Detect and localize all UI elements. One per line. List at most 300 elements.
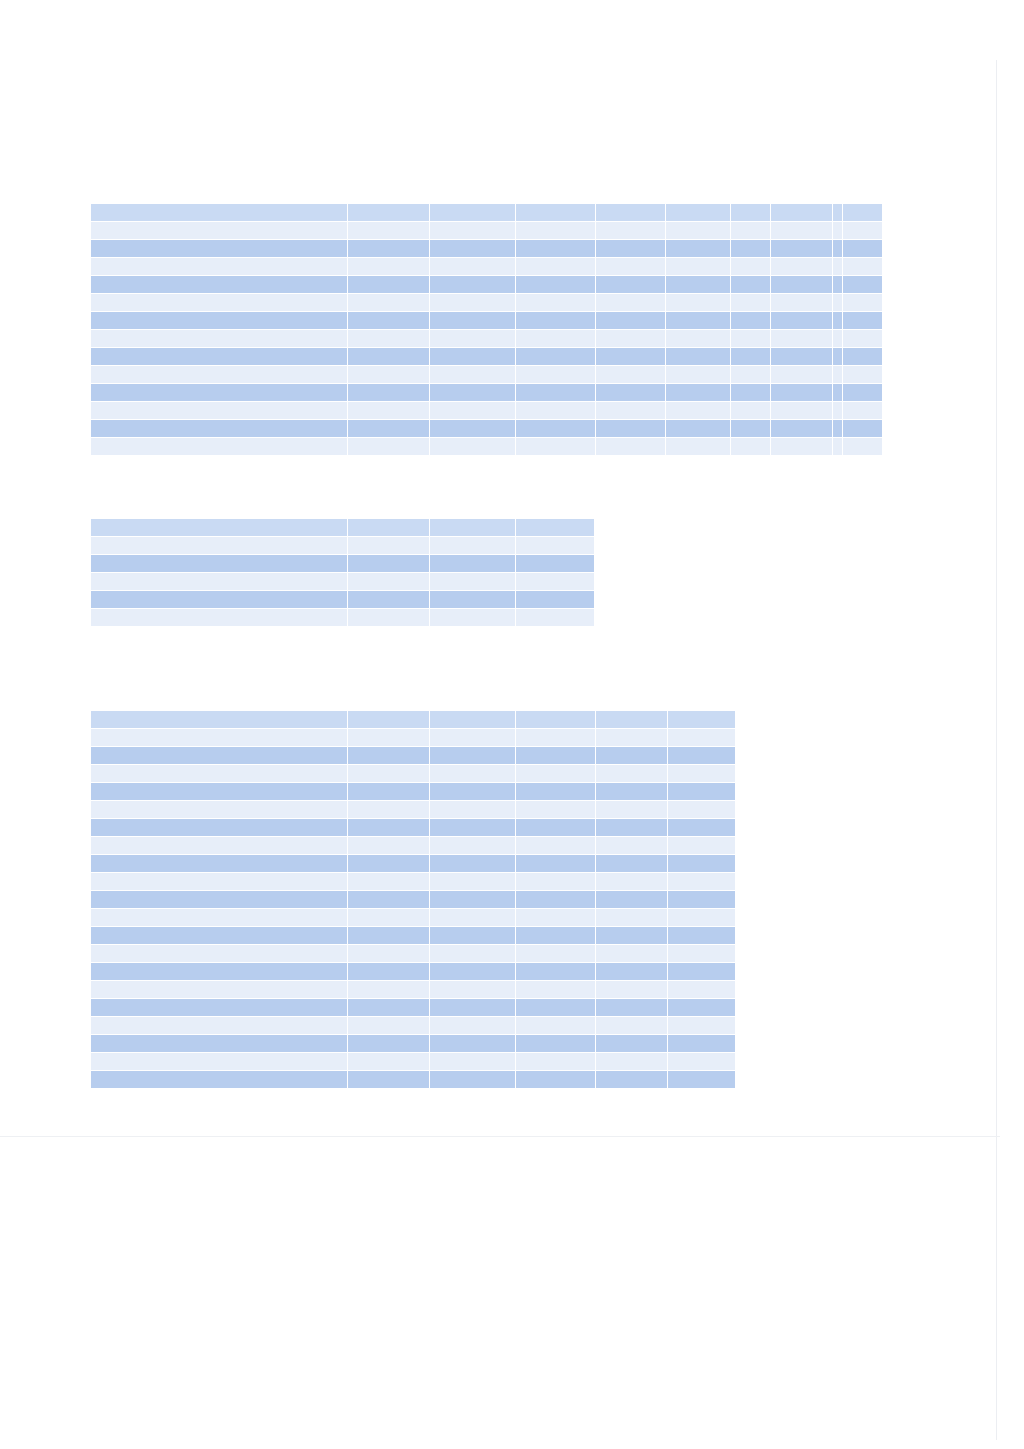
value-cell — [348, 981, 430, 999]
row-label-cell — [91, 837, 348, 855]
header-cell — [596, 711, 668, 729]
value-cell — [843, 438, 883, 456]
value-cell — [430, 981, 516, 999]
value-cell — [731, 384, 771, 402]
value-cell — [771, 276, 833, 294]
value-cell — [666, 402, 731, 420]
financial-table-3 — [90, 710, 736, 1089]
row-label-cell — [91, 963, 348, 981]
value-cell — [430, 348, 516, 366]
value-cell — [430, 855, 516, 873]
value-cell — [596, 765, 668, 783]
row-label-cell — [91, 981, 348, 999]
value-cell — [596, 891, 668, 909]
value-cell — [430, 402, 516, 420]
value-cell — [668, 765, 736, 783]
value-cell — [843, 312, 883, 330]
value-cell — [348, 999, 430, 1017]
value-cell — [843, 402, 883, 420]
table-row — [91, 729, 736, 747]
value-cell — [516, 819, 596, 837]
row-label-cell — [91, 873, 348, 891]
value-cell — [348, 945, 430, 963]
value-cell — [596, 366, 666, 384]
value-cell — [731, 240, 771, 258]
value-cell — [348, 294, 430, 312]
value-cell — [516, 402, 596, 420]
header-cell — [833, 204, 843, 222]
value-cell — [430, 240, 516, 258]
value-cell — [516, 420, 596, 438]
value-cell — [430, 537, 516, 555]
value-cell — [348, 1017, 430, 1035]
value-cell — [348, 1071, 430, 1089]
value-cell — [771, 294, 833, 312]
value-cell — [833, 312, 843, 330]
row-label-cell — [91, 855, 348, 873]
value-cell — [731, 276, 771, 294]
value-cell — [843, 276, 883, 294]
value-cell — [516, 348, 596, 366]
value-cell — [668, 1017, 736, 1035]
value-cell — [833, 420, 843, 438]
table-row — [91, 963, 736, 981]
value-cell — [516, 312, 596, 330]
value-cell — [430, 783, 516, 801]
value-cell — [348, 609, 430, 627]
row-label-cell — [91, 294, 348, 312]
value-cell — [596, 837, 668, 855]
value-cell — [833, 384, 843, 402]
value-cell — [596, 945, 668, 963]
value-cell — [430, 294, 516, 312]
value-cell — [430, 819, 516, 837]
row-label-cell — [91, 1017, 348, 1035]
value-cell — [666, 240, 731, 258]
value-cell — [596, 729, 668, 747]
value-cell — [833, 330, 843, 348]
value-cell — [843, 222, 883, 240]
value-cell — [430, 927, 516, 945]
table-row — [91, 891, 736, 909]
value-cell — [596, 999, 668, 1017]
header-cell — [91, 204, 348, 222]
value-cell — [430, 963, 516, 981]
value-cell — [771, 330, 833, 348]
value-cell — [430, 801, 516, 819]
table-row — [91, 999, 736, 1017]
value-cell — [596, 420, 666, 438]
value-cell — [516, 294, 596, 312]
value-cell — [668, 837, 736, 855]
scan-edge-vertical — [996, 60, 997, 1440]
value-cell — [668, 891, 736, 909]
value-cell — [348, 873, 430, 891]
value-cell — [516, 1017, 596, 1035]
value-cell — [348, 927, 430, 945]
value-cell — [668, 801, 736, 819]
value-cell — [596, 909, 668, 927]
value-cell — [430, 1071, 516, 1089]
row-label-cell — [91, 312, 348, 330]
value-cell — [516, 330, 596, 348]
value-cell — [348, 909, 430, 927]
value-cell — [516, 747, 596, 765]
row-label-cell — [91, 945, 348, 963]
value-cell — [348, 801, 430, 819]
header-cell — [668, 711, 736, 729]
row-label-cell — [91, 819, 348, 837]
value-cell — [596, 1017, 668, 1035]
value-cell — [348, 1053, 430, 1071]
table-row — [91, 837, 736, 855]
row-label-cell — [91, 420, 348, 438]
header-cell — [516, 204, 596, 222]
table-row — [91, 609, 595, 627]
value-cell — [348, 276, 430, 294]
value-cell — [596, 927, 668, 945]
row-label-cell — [91, 783, 348, 801]
value-cell — [430, 420, 516, 438]
table-row — [91, 1017, 736, 1035]
value-cell — [430, 591, 516, 609]
value-cell — [731, 348, 771, 366]
value-cell — [771, 402, 833, 420]
value-cell — [430, 765, 516, 783]
value-cell — [833, 294, 843, 312]
row-label-cell — [91, 276, 348, 294]
value-cell — [668, 819, 736, 837]
value-cell — [596, 855, 668, 873]
value-cell — [516, 222, 596, 240]
value-cell — [731, 402, 771, 420]
value-cell — [668, 981, 736, 999]
value-cell — [596, 240, 666, 258]
row-label-cell — [91, 348, 348, 366]
value-cell — [516, 240, 596, 258]
row-label-cell — [91, 927, 348, 945]
row-label-cell — [91, 537, 348, 555]
value-cell — [516, 909, 596, 927]
row-label-cell — [91, 222, 348, 240]
value-cell — [833, 276, 843, 294]
value-cell — [666, 258, 731, 276]
value-cell — [430, 276, 516, 294]
row-label-cell — [91, 1053, 348, 1071]
value-cell — [516, 1071, 596, 1089]
value-cell — [430, 384, 516, 402]
value-cell — [731, 366, 771, 384]
value-cell — [430, 729, 516, 747]
value-cell — [843, 330, 883, 348]
value-cell — [596, 801, 668, 819]
value-cell — [596, 222, 666, 240]
value-cell — [771, 222, 833, 240]
value-cell — [771, 420, 833, 438]
table-row — [91, 366, 883, 384]
value-cell — [348, 855, 430, 873]
value-cell — [348, 222, 430, 240]
header-cell — [516, 711, 596, 729]
value-cell — [833, 258, 843, 276]
value-cell — [843, 258, 883, 276]
table-row — [91, 1071, 736, 1089]
row-label-cell — [91, 555, 348, 573]
row-label-cell — [91, 240, 348, 258]
row-label-cell — [91, 801, 348, 819]
value-cell — [430, 747, 516, 765]
value-cell — [348, 837, 430, 855]
value-cell — [348, 963, 430, 981]
value-cell — [348, 366, 430, 384]
value-cell — [348, 819, 430, 837]
header-cell — [666, 204, 731, 222]
value-cell — [596, 384, 666, 402]
value-cell — [516, 981, 596, 999]
value-cell — [430, 945, 516, 963]
value-cell — [348, 555, 430, 573]
value-cell — [731, 294, 771, 312]
value-cell — [668, 783, 736, 801]
value-cell — [843, 294, 883, 312]
value-cell — [596, 873, 668, 891]
value-cell — [348, 891, 430, 909]
table-row — [91, 765, 736, 783]
value-cell — [516, 258, 596, 276]
table-header-row — [91, 519, 595, 537]
value-cell — [516, 873, 596, 891]
value-cell — [348, 438, 430, 456]
table-row — [91, 783, 736, 801]
value-cell — [596, 438, 666, 456]
value-cell — [516, 1053, 596, 1071]
value-cell — [666, 384, 731, 402]
value-cell — [430, 555, 516, 573]
value-cell — [843, 348, 883, 366]
header-cell — [91, 711, 348, 729]
header-cell — [348, 204, 430, 222]
value-cell — [668, 1035, 736, 1053]
value-cell — [771, 240, 833, 258]
row-label-cell — [91, 1035, 348, 1053]
value-cell — [516, 927, 596, 945]
table-row — [91, 573, 595, 591]
value-cell — [596, 1071, 668, 1089]
table-row — [91, 555, 595, 573]
value-cell — [666, 294, 731, 312]
value-cell — [596, 276, 666, 294]
value-cell — [516, 1035, 596, 1053]
value-cell — [516, 891, 596, 909]
value-cell — [731, 222, 771, 240]
table-row — [91, 276, 883, 294]
value-cell — [668, 747, 736, 765]
value-cell — [516, 609, 595, 627]
table-row — [91, 801, 736, 819]
value-cell — [666, 366, 731, 384]
value-cell — [731, 258, 771, 276]
value-cell — [833, 366, 843, 384]
table-row — [91, 1035, 736, 1053]
value-cell — [516, 837, 596, 855]
value-cell — [596, 1035, 668, 1053]
table-row — [91, 591, 595, 609]
value-cell — [666, 276, 731, 294]
value-cell — [596, 747, 668, 765]
value-cell — [666, 420, 731, 438]
scan-edge-horizontal — [0, 1136, 1000, 1137]
header-cell — [731, 204, 771, 222]
value-cell — [833, 438, 843, 456]
table-row — [91, 927, 736, 945]
table-row — [91, 438, 883, 456]
value-cell — [516, 999, 596, 1017]
financial-table-1 — [90, 203, 883, 456]
value-cell — [516, 963, 596, 981]
value-cell — [731, 330, 771, 348]
value-cell — [843, 384, 883, 402]
row-label-cell — [91, 384, 348, 402]
row-label-cell — [91, 891, 348, 909]
value-cell — [348, 258, 430, 276]
value-cell — [666, 222, 731, 240]
header-cell — [596, 204, 666, 222]
value-cell — [516, 366, 596, 384]
value-cell — [348, 240, 430, 258]
value-cell — [771, 258, 833, 276]
value-cell — [596, 402, 666, 420]
row-label-cell — [91, 258, 348, 276]
value-cell — [430, 1053, 516, 1071]
value-cell — [430, 438, 516, 456]
table-row — [91, 384, 883, 402]
value-cell — [516, 765, 596, 783]
row-label-cell — [91, 999, 348, 1017]
value-cell — [430, 573, 516, 591]
value-cell — [668, 873, 736, 891]
value-cell — [348, 402, 430, 420]
value-cell — [430, 909, 516, 927]
value-cell — [516, 801, 596, 819]
table-row — [91, 1053, 736, 1071]
table-row — [91, 258, 883, 276]
row-label-cell — [91, 909, 348, 927]
value-cell — [516, 729, 596, 747]
header-cell — [771, 204, 833, 222]
value-cell — [516, 276, 596, 294]
value-cell — [771, 312, 833, 330]
value-cell — [348, 330, 430, 348]
value-cell — [596, 981, 668, 999]
value-cell — [668, 855, 736, 873]
value-cell — [596, 330, 666, 348]
value-cell — [668, 1053, 736, 1071]
table-row — [91, 873, 736, 891]
table-row — [91, 981, 736, 999]
value-cell — [833, 348, 843, 366]
value-cell — [668, 729, 736, 747]
header-cell — [91, 519, 348, 537]
table-row — [91, 330, 883, 348]
header-cell — [843, 204, 883, 222]
value-cell — [516, 855, 596, 873]
table-row — [91, 945, 736, 963]
table-row — [91, 222, 883, 240]
table-row — [91, 420, 883, 438]
row-label-cell — [91, 402, 348, 420]
value-cell — [596, 1053, 668, 1071]
value-cell — [666, 438, 731, 456]
value-cell — [516, 537, 595, 555]
value-cell — [348, 1035, 430, 1053]
value-cell — [771, 438, 833, 456]
value-cell — [516, 591, 595, 609]
value-cell — [430, 873, 516, 891]
value-cell — [348, 420, 430, 438]
row-label-cell — [91, 765, 348, 783]
value-cell — [430, 891, 516, 909]
financial-table-2 — [90, 518, 595, 627]
value-cell — [430, 1035, 516, 1053]
value-cell — [668, 909, 736, 927]
value-cell — [596, 312, 666, 330]
value-cell — [348, 591, 430, 609]
value-cell — [430, 366, 516, 384]
row-label-cell — [91, 330, 348, 348]
value-cell — [833, 222, 843, 240]
value-cell — [731, 312, 771, 330]
value-cell — [516, 945, 596, 963]
value-cell — [430, 222, 516, 240]
value-cell — [430, 609, 516, 627]
value-cell — [731, 420, 771, 438]
value-cell — [348, 537, 430, 555]
row-label-cell — [91, 438, 348, 456]
value-cell — [430, 258, 516, 276]
value-cell — [348, 765, 430, 783]
value-cell — [348, 747, 430, 765]
value-cell — [843, 420, 883, 438]
value-cell — [516, 438, 596, 456]
value-cell — [668, 927, 736, 945]
value-cell — [731, 438, 771, 456]
value-cell — [668, 945, 736, 963]
row-label-cell — [91, 366, 348, 384]
table-header-row — [91, 711, 736, 729]
value-cell — [596, 294, 666, 312]
header-cell — [430, 711, 516, 729]
value-cell — [596, 258, 666, 276]
value-cell — [516, 783, 596, 801]
value-cell — [430, 837, 516, 855]
table-row — [91, 240, 883, 258]
value-cell — [430, 312, 516, 330]
table-row — [91, 747, 736, 765]
value-cell — [666, 312, 731, 330]
row-label-cell — [91, 609, 348, 627]
header-cell — [348, 519, 430, 537]
value-cell — [430, 1017, 516, 1035]
value-cell — [430, 999, 516, 1017]
value-cell — [668, 1071, 736, 1089]
value-cell — [833, 240, 843, 258]
table-row — [91, 348, 883, 366]
value-cell — [348, 312, 430, 330]
value-cell — [596, 963, 668, 981]
value-cell — [348, 348, 430, 366]
value-cell — [596, 819, 668, 837]
row-label-cell — [91, 729, 348, 747]
